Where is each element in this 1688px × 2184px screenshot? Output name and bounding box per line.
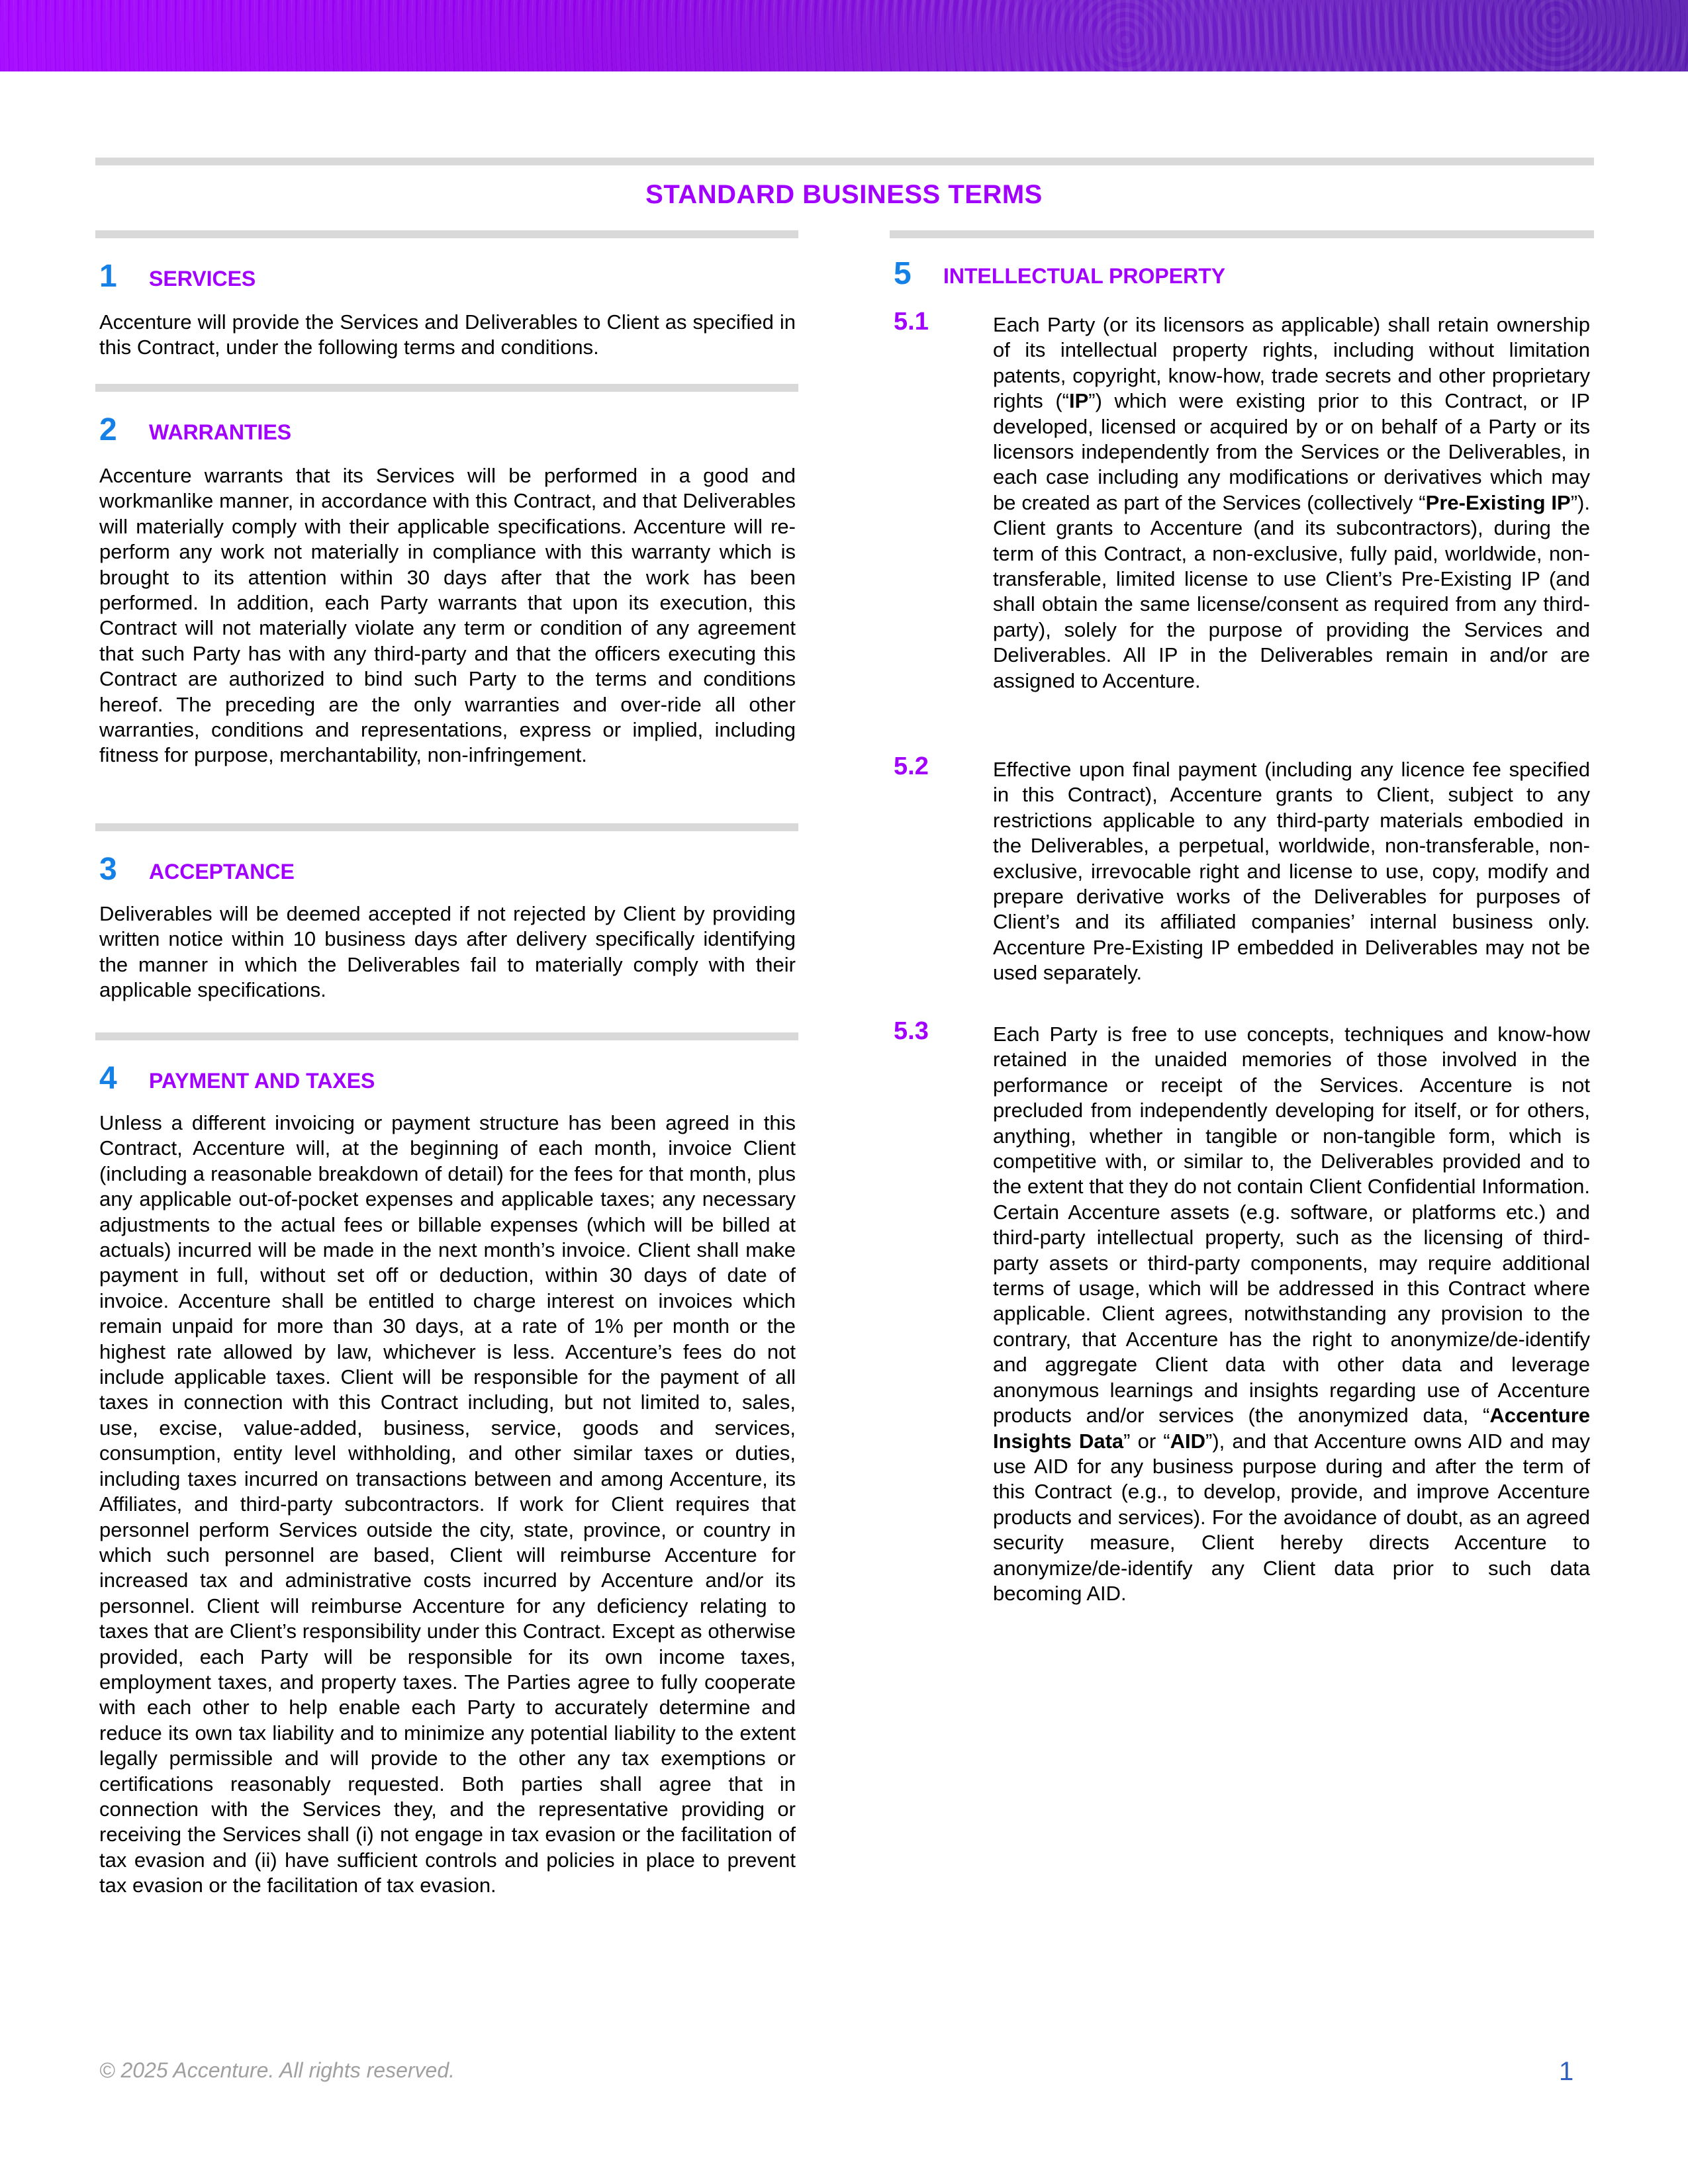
subsection-number: 5.1 [894,308,929,336]
subsection-number: 5.3 [894,1017,929,1045]
footer-copyright: © 2025 Accenture. All rights reserved. [99,2058,455,2082]
left-column-top-rule [95,230,798,238]
subsection-body: Each Party is free to use concepts, techniques and know-how retained in the unaided memories of those involved in the performance or receipt of the Services. Accenture is not precluded from independently developing for itself, or for others, anything, whether in tangible or non-tangible form, which is competitive with, or similar to, the Deliverables provided and to the extent that they do not contain Client Confidential Information. Certain Accenture assets (e.g. software, or platforms etc.) and third-party intellectual property, such as the licensing of third-party assets or third-party components, may require additional terms of usage, which will be addressed in this Contract where applicable. Client agrees, notwithstanding any provision to the contrary, that Accenture has the right to anonymize/de-identify and aggregate Client data with other data and leverage anonymous learnings and insights regarding use of Accenture products and/or services (the anonymized data, “Accenture Insights Data” or “AID”), and that Accenture owns AID and may use AID for any business purpose during and after the term of this Contract (e.g., to develop, provide, and improve Accenture products and services). For the avoidance of doubt, as an agreed security measure, Client hereby directs Accenture to anonymize/de-identify any Client data prior to such data becoming AID. [993,1023,1590,1605]
section-divider [95,384,798,392]
subsection-body: Each Party (or its licensors as applicable) shall retain ownership of its intellectual property rights, including without limitation patents, copyright, know-how, trade secrets and other proprietary rights (“IP”) which were existing prior to this Contract, or IP developed, licensed or acquired by or on behalf of a Party or its licensors independently from the Services or the Deliverables, in each case including any modifications or derivatives which may be created as part of the Services (collectively “Pre-Existing IP”). Client grants to Accenture (and its subcontractors), during the term of this Contract, a non-exclusive, fully paid, worldwide, non-transferable, limited license to use Client’s Pre-Existing IP (and shall obtain the same license/consent as required from any third-party), solely for the purpose of providing the Services and Deliverables. All IP in the Deliverables remain in and/or are assigned to Accenture. [993,313,1590,692]
header-banner [0,0,1688,71]
section-number: 2 [99,412,117,447]
document-title: STANDARD BUSINESS TERMS [645,180,1043,209]
title-top-rule [95,158,1594,165]
section-divider [95,823,798,831]
right-column-top-rule [890,230,1594,238]
section-number: 1 [99,259,117,294]
section-divider [95,1032,798,1040]
subsection-number: 5.2 [894,752,929,780]
page-number: 1 [1559,2057,1574,2086]
section-title: PAYMENT AND TAXES [149,1069,375,1093]
subsection-body: Effective upon final payment (including any licence fee specified in this Contract), Accenture grants to Client, subject to any restrictions applicable to any third-party materials embodied in the Deliverables, a perpetual, worldwide, non-transferable, non-exclusive, irrevocable right and license to use, copy, modify and prepare derivative works of the Deliverables for purposes of Client’s and its affiliated companies’ internal business only. Accenture Pre-Existing IP embedded in Deliverables may not be used separately. [993,758,1590,985]
section-title: ACCEPTANCE [149,860,295,884]
section-body: Accenture warrants that its Services will be performed in a good and workmanlike manner, in accordance with this Contract, and that Deliverables will materially comply with their applicable specifications. Accenture will re-perform any work not materially in compliance with this warranty which is brought to its attention within 30 days after that the work has been performed. In addition, each Party warrants that upon its execution, this Contract will not materially violate any term or condition of any agreement that such Party has with any third-party and that the officers executing this Contract are authorized to bind such Party to the terms and conditions hereof. The preceding are the only warranties and over-ride all other warranties, conditions and representations, express or implied, including fitness for purpose, merchantability, non-infringement. [99,464,796,767]
section-title: SERVICES [149,267,256,291]
section-body: Unless a different invoicing or payment structure has been agreed in this Contract, Accenture will, at the beginning of each month, invoice Client (including a reasonable breakdown of detail) for the fees for that month, plus any applicable out-of-pocket expenses and applicable taxes; any necessary adjustments to the actual fees or billable expenses (which will be billed at actuals) incurred will be made in the next month’s invoice. Client shall make payment in full, without set off or deduction, within 30 days of date of invoice. Accenture shall be entitled to charge interest on invoices which remain unpaid for more than 30 days, at a rate of 1% per month or the highest rate allowed by law, whichever is less. Accenture’s fees do not include applicable taxes. Client will be responsible for the payment of all taxes in connection with this Contract including, but not limited to, sales, use, excise, value-added, business, service, goods and services, consumption, entity level withholding, and other similar taxes or duties, including taxes incurred on transactions between and among Accenture, its Affiliates, and third-party subcontractors. If work for Client requires that personnel perform Services outside the city, state, province, or country in which such personnel are based, Client will reimburse Accenture for increased tax and administrative costs incurred by Accenture and/or its personnel. Client will reimburse Accenture for any deficiency relating to taxes that are Client’s responsibility under this Contract. Except as otherwise provided, each Party will be responsible for its own income taxes, employment taxes, and property taxes. The Parties agree to fully cooperate with each other to help enable each Party to accurately determine and reduce its own tax liability and to minimize any potential liability to the extent legally permissible and will provide to the other any tax exemptions or certifications reasonably requested. Both parties shall agree that in connection with the Services they, and the representative providing or receiving the Services shall (i) not engage in tax evasion or the facilitation of tax evasion and (ii) have sufficient controls and policies in place to prevent tax evasion or the facilitation of tax evasion. [99,1111,796,1897]
section-title: INTELLECTUAL PROPERTY [943,264,1226,288]
section-body: Deliverables will be deemed accepted if not rejected by Client by providing written notice within 10 business days after delivery specifically identifying the manner in which the Deliverables fail to materially comply with their applicable specifications. [99,902,796,1002]
section-title: WARRANTIES [149,420,292,444]
section-number: 5 [894,256,912,291]
section-body: Accenture will provide the Services and Deliverables to Client as specified in this Contract, under the following terms and conditions. [99,310,796,359]
section-number: 3 [99,852,117,887]
section-number: 4 [99,1061,117,1096]
